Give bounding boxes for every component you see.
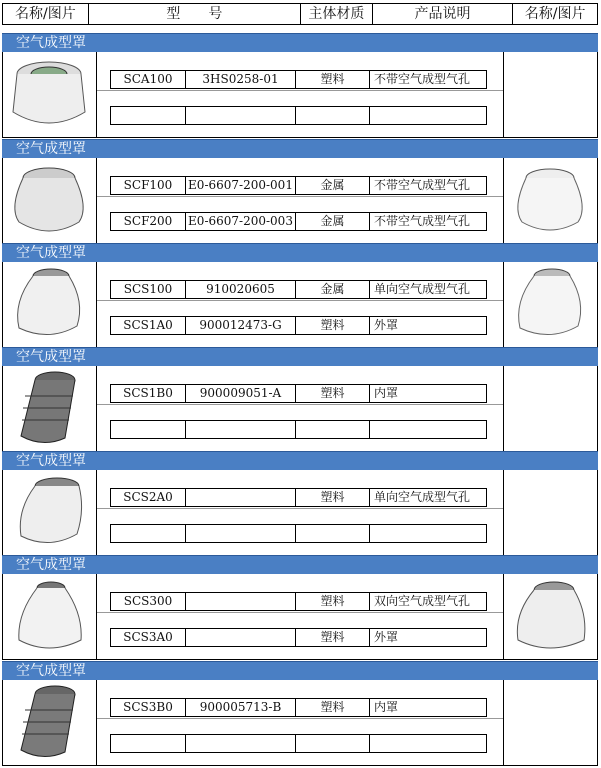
header-model: 型 号: [89, 4, 301, 24]
header-name-image-left: 名称/图片: [3, 4, 89, 24]
table-row: [111, 488, 487, 507]
desc-cell: [369, 420, 487, 439]
table-row: [111, 420, 487, 439]
table-row: [111, 592, 487, 611]
part-cell: E0-6607-200-001: [185, 176, 296, 195]
material-cell: 金属: [295, 212, 370, 231]
desc-cell: 不带空气成型气孔: [369, 212, 487, 231]
table-row: [111, 212, 487, 231]
material-cell: 塑料: [295, 628, 370, 647]
product-image-inner-cap: [3, 680, 97, 765]
code-cell: [110, 734, 186, 753]
table-row: [111, 280, 487, 299]
table-row: [111, 524, 487, 543]
product-image-empty-right: [503, 366, 597, 451]
desc-cell: [369, 106, 487, 125]
section-scs2: [2, 451, 598, 556]
header-name-image-right: 名称/图片: [524, 6, 586, 22]
material-cell: [295, 734, 370, 753]
code-cell: SCS300: [110, 592, 186, 611]
table-row: [111, 384, 487, 403]
material-cell: [295, 106, 370, 125]
part-cell: 900005713-B: [185, 698, 296, 717]
table-row: [111, 316, 487, 335]
section-scs3b: [2, 661, 598, 766]
desc-cell: 单向空气成型气孔: [369, 280, 487, 299]
material-cell: 塑料: [295, 698, 370, 717]
code-cell: [110, 106, 186, 125]
table-row: [111, 698, 487, 717]
section-scf: [2, 139, 598, 244]
section-scs1: [2, 243, 598, 348]
desc-cell: 外罩: [369, 628, 487, 647]
code-cell: SCS2A0: [110, 488, 186, 507]
material-cell: 塑料: [295, 70, 370, 89]
part-cell: [185, 488, 296, 507]
product-image-inner-cap: [3, 366, 97, 451]
product-image-empty-right: [503, 470, 597, 555]
code-cell: SCA100: [110, 70, 186, 89]
header-material: 主体材质: [301, 4, 373, 24]
product-image-empty-right: [503, 52, 597, 137]
desc-cell: 外罩: [369, 316, 487, 335]
section-title: 空气成型罩: [2, 347, 598, 366]
code-cell: SCS100: [110, 280, 186, 299]
section-title: 空气成型罩: [2, 661, 598, 680]
desc-cell: 双向空气成型气孔: [369, 592, 487, 611]
section-title: 空气成型罩: [2, 451, 598, 470]
section-title: 空气成型罩: [2, 555, 598, 574]
table-header: [2, 3, 598, 25]
desc-cell: 不带空气成型气孔: [369, 176, 487, 195]
product-image-empty-right: [503, 680, 597, 765]
part-cell: [185, 628, 296, 647]
desc-cell: 内罩: [369, 698, 487, 717]
table-row: [111, 70, 487, 89]
table-row: [111, 734, 487, 753]
code-cell: [110, 524, 186, 543]
header-description: 产品说明: [373, 4, 514, 24]
material-cell: 塑料: [295, 592, 370, 611]
product-image-nozzle-right: [503, 158, 597, 243]
table-row: [111, 176, 487, 195]
section-title: 空气成型罩: [2, 33, 598, 52]
code-cell: SCF200: [110, 212, 186, 231]
code-cell: [110, 420, 186, 439]
table-row: [111, 628, 487, 647]
section-sca: [2, 33, 598, 138]
part-cell: 3HS0258-01: [185, 70, 296, 89]
part-cell: 910020605: [185, 280, 296, 299]
product-image-nozzle-right: [503, 574, 597, 659]
code-cell: SCS1A0: [110, 316, 186, 335]
section-title: 空气成型罩: [2, 139, 598, 158]
desc-cell: 不带空气成型气孔: [369, 70, 487, 89]
code-cell: SCS3B0: [110, 698, 186, 717]
material-cell: 金属: [295, 280, 370, 299]
material-cell: 塑料: [295, 384, 370, 403]
product-image-nozzle-right: [503, 262, 597, 347]
material-cell: 塑料: [295, 488, 370, 507]
code-cell: SCS1B0: [110, 384, 186, 403]
part-cell: [185, 734, 296, 753]
desc-cell: [369, 734, 487, 753]
part-cell: 900012473-G: [185, 316, 296, 335]
material-cell: 塑料: [295, 316, 370, 335]
code-cell: SCS3A0: [110, 628, 186, 647]
section-scs1b: [2, 347, 598, 452]
part-cell: [185, 106, 296, 125]
part-cell: E0-6607-200-003: [185, 212, 296, 231]
desc-cell: 内罩: [369, 384, 487, 403]
part-cell: [185, 592, 296, 611]
table-row: [111, 106, 487, 125]
material-cell: 金属: [295, 176, 370, 195]
desc-cell: 单向空气成型气孔: [369, 488, 487, 507]
part-cell: [185, 420, 296, 439]
section-scs3: [2, 555, 598, 660]
product-image-nozzle: [3, 262, 97, 347]
part-cell: 900009051-A: [185, 384, 296, 403]
part-cell: [185, 524, 296, 543]
code-cell: SCF100: [110, 176, 186, 195]
product-image-nozzle: [3, 574, 97, 659]
desc-cell: [369, 524, 487, 543]
material-cell: [295, 524, 370, 543]
section-title: 空气成型罩: [2, 243, 598, 262]
material-cell: [295, 420, 370, 439]
product-image-nozzle: [3, 470, 97, 555]
product-image-nozzle: [3, 52, 97, 137]
product-image-nozzle: [3, 158, 97, 243]
